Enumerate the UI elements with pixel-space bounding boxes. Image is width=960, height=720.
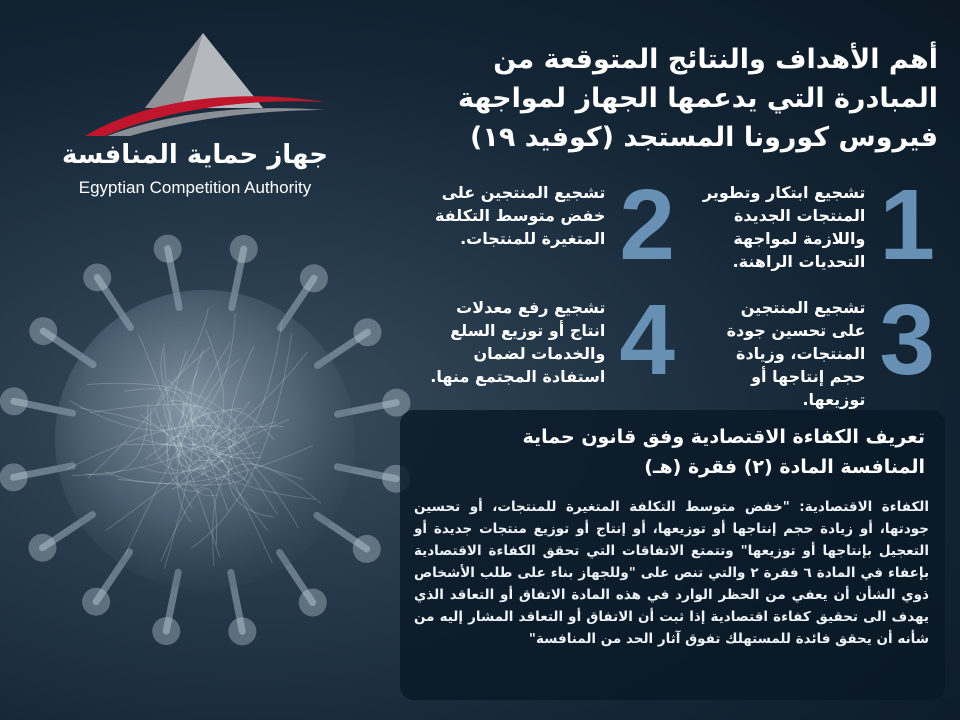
goal-text-line: على تحسين جودة (726, 321, 866, 340)
goal-text-line: توزيعها. (802, 390, 866, 409)
goal-text (430, 290, 605, 388)
virus-spike-head (154, 235, 182, 263)
goal-text-line: تشجيع رفع معدلات (456, 298, 606, 317)
goal-text (435, 175, 605, 250)
goal-text-line: والخدمات لضمان (473, 344, 606, 363)
virus-spike-head (230, 235, 258, 263)
goal-text-line: خفض متوسط التكلفة (434, 206, 606, 225)
definition-title-line: المنافسة المادة (٢) فقرة (هـ) (644, 456, 925, 478)
definition-title (414, 422, 929, 482)
goal-text-line: المتغيرة للمنتجات. (460, 229, 606, 248)
title-line: فيروس كورونا المستجد (كوفيد ١٩) (470, 122, 938, 153)
title-line: أهم الأهداف والنتائج المتوقعة من (493, 44, 938, 75)
virus-spike-head (353, 535, 381, 563)
virus-spike-head (82, 588, 110, 616)
goal-text-line: حجم إنتاجها أو (751, 367, 866, 386)
goal-text-line: المنتجات الجديدة (733, 206, 866, 225)
goal-number: 1 (879, 169, 935, 281)
goal-2 (405, 169, 675, 281)
goal-text-line: استفادة المجتمع منها. (430, 367, 606, 386)
logo-mark (85, 30, 325, 140)
definition-panel (400, 410, 945, 700)
goal-1 (695, 169, 935, 281)
goal-text-line: انتاج أو توزيع السلع (450, 321, 606, 340)
virus-spike-head (0, 463, 28, 491)
goal-text-line: المنتجات، وزيادة (736, 344, 866, 363)
virus-spike-head (152, 617, 180, 645)
goal-number: 4 (619, 284, 675, 396)
virus-spike-head (83, 263, 111, 291)
virus-spike-head (0, 387, 28, 415)
goal-number: 3 (879, 284, 935, 396)
main-title (378, 40, 938, 157)
goal-text-line: تشجيع ابتكار وتطوير (702, 183, 866, 202)
goal-text-line: تشجيع المنتجين (740, 298, 866, 317)
logo-name-english: Egyptian Competition Authority (78, 178, 312, 197)
logo-name-arabic: جهاز حماية المنافسة (62, 140, 328, 170)
goal-4 (405, 284, 675, 396)
goal-text-line: التحديات الراهنة. (732, 252, 866, 271)
virus-spike-head (228, 617, 256, 645)
goal-text (703, 175, 866, 273)
goal-number: 2 (619, 169, 675, 281)
logo (60, 30, 330, 205)
goal-3 (695, 284, 935, 411)
virus-spike-head (28, 534, 56, 562)
virus-spike-head (300, 264, 328, 292)
virus-spike-head (29, 317, 57, 345)
goal-text (727, 290, 866, 411)
definition-title-line: تعريف الكفاءة الاقتصادية وفق قانون حماية (522, 426, 925, 448)
virus-spike-head (354, 318, 382, 346)
virus-spike-head (299, 589, 327, 617)
goal-text-line: واللازمة لمواجهة (733, 229, 866, 248)
definition-body: الكفاءة الاقتصادية: "خفض متوسط التكلفة المتغيرة للمنتجات، أو تحسين جودتها، أو زيادة حجم إنتاجها أو توزيعها، أو إنتاج أو توزيع منتجات جديدة أو التعجيل بإنتاجها أو توزيعها" وتتمتع الاتفاقات التي تحقق الكفاءة الاقتصادية بإعفاء في المادة ٦ فقرة ٢ والتي تنص على "وللجهاز بناء على طلب الأشخاص ذوي الشأن أن يعفي من الحظر الوارد في هذه المادة الاتفاق أو التعاقد الذي يهدف الى تحقيق كفاءة اقتصادية إذا ثبت أن الاتفاق أو التعاقد المشار إليه من شأنه أن يحقق فائدة للمستهلك تفوق آثار الحد من المنافسة" (414, 499, 930, 647)
title-line: المبادرة التي يدعمها الجهاز لمواجهة (457, 83, 938, 114)
goal-text-line: تشجيع المنتجين على (441, 183, 606, 202)
